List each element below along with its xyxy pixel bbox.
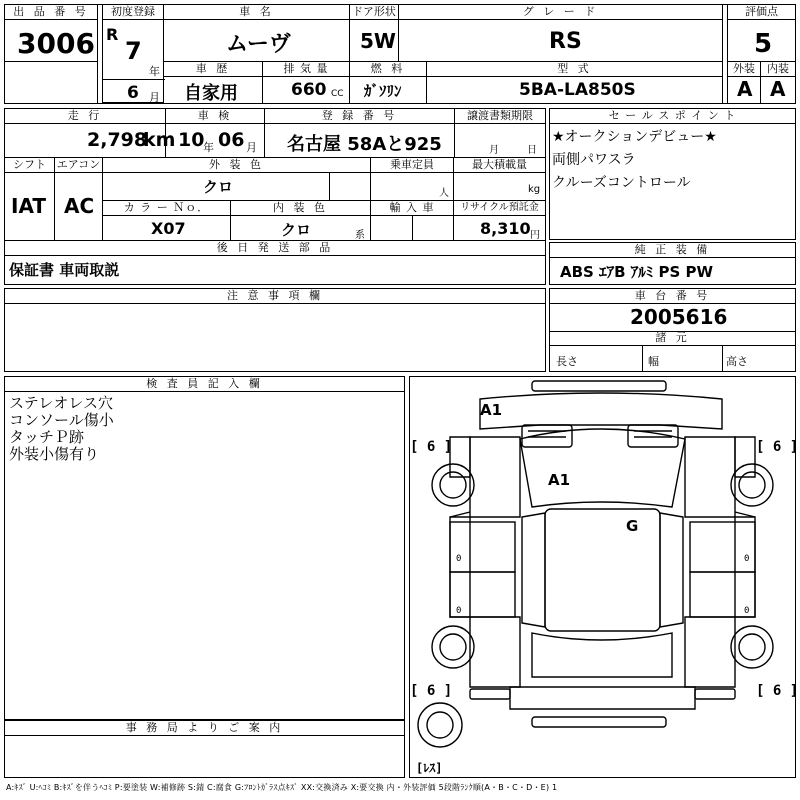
inspection-month-unit: 月 xyxy=(246,141,257,154)
persons-unit: 人 xyxy=(439,188,449,199)
transfer-day-unit: 日 xyxy=(527,145,537,156)
first-registration-year: 7 xyxy=(125,37,142,65)
exterior-color: クロ xyxy=(203,178,234,196)
mileage: 2,798 xyxy=(87,129,148,151)
inspector-box xyxy=(4,376,405,720)
score: 5 xyxy=(754,29,773,59)
tire-front-right: [ 6 ] xyxy=(756,439,799,455)
yen-unit: 円 xyxy=(530,230,540,241)
roof-mark: A1 xyxy=(548,471,571,489)
displacement: 660 xyxy=(291,80,327,100)
exterior-color-label: 外 装 色 xyxy=(103,158,370,173)
first-registration-label: 初度登録 xyxy=(103,5,163,20)
cc-unit: CC xyxy=(331,89,344,99)
model-code-label: 型 式 xyxy=(427,62,722,77)
door-cell xyxy=(350,5,399,62)
sales-point-box xyxy=(549,108,796,240)
length-label: 長さ xyxy=(556,355,578,368)
grade: RS xyxy=(549,29,582,54)
interior-grade: A xyxy=(770,77,786,101)
displacement-label: 排 気 量 xyxy=(263,62,349,77)
exterior-grade: A xyxy=(737,77,753,101)
lot-number: 3006 xyxy=(17,27,95,60)
model-name: ムーヴ xyxy=(226,32,291,57)
color-number: X07 xyxy=(151,219,186,238)
interior-color-cell xyxy=(231,201,371,241)
mileage-cell xyxy=(5,109,176,158)
year-unit: 年 xyxy=(149,65,160,78)
color-number-cell xyxy=(103,201,231,241)
tire-rear-left: [ 6 ] xyxy=(410,683,453,699)
aircon-cell xyxy=(55,158,103,241)
lot-number-cell xyxy=(5,5,98,103)
door-type: 5W xyxy=(360,29,396,53)
recycle-cell xyxy=(454,201,545,241)
transfer-month-unit: 月 xyxy=(489,145,499,156)
exterior-color-cell xyxy=(103,158,371,201)
registration-cell xyxy=(265,109,455,158)
spare-tire: [ﾚｽ] xyxy=(416,761,443,775)
later-items: 保証書 車両取説 xyxy=(9,261,120,279)
inspection-label: 車 検 xyxy=(166,109,264,124)
score-cell xyxy=(727,5,795,62)
hood-mark: A1 xyxy=(480,401,503,419)
equipment-label: 純 正 装 備 xyxy=(550,243,795,258)
later-items-cell xyxy=(5,241,545,284)
grade-label: グ レ ー ド xyxy=(399,5,722,20)
inspection-year-unit: 年 xyxy=(203,141,214,154)
inspection-year: 10 xyxy=(178,129,205,151)
inspector-label: 検 査 員 記 入 欄 xyxy=(5,377,404,392)
tire-rear-right: [ 6 ] xyxy=(756,683,799,699)
width-label: 幅 xyxy=(648,355,659,368)
sales-point-label: セ ー ル ス ポ イ ン ト xyxy=(550,109,795,124)
model-code-cell xyxy=(427,62,723,103)
fuel: ｶﾞｿﾘﾝ xyxy=(364,82,402,100)
history-cell xyxy=(164,62,263,103)
recycle-amount: 8,310 xyxy=(480,219,531,238)
era-letter: R xyxy=(106,25,119,44)
capacity-label: 乗車定員 xyxy=(371,158,453,173)
interior-color-label: 内 装 色 xyxy=(231,201,370,216)
history-label: 車 歴 xyxy=(164,62,262,77)
first-registration-month: 6 xyxy=(127,83,139,103)
registration-number: 名古屋 58Aと925 xyxy=(287,134,442,155)
car-diagram-box xyxy=(409,376,799,778)
fuel-label: 燃 料 xyxy=(350,62,426,77)
office-box xyxy=(4,720,405,778)
notes-label: 注 意 事 項 欄 xyxy=(5,289,545,304)
kg-unit: kg xyxy=(528,184,541,195)
max-load-label: 最大積載量 xyxy=(454,158,545,173)
sales-point-3: クルーズコントロール xyxy=(552,175,691,191)
equipment: ABS ｴｱB ｱﾙﾐ PS PW xyxy=(560,263,714,281)
door-mark-1: 0 xyxy=(456,554,462,564)
shift-label: シフト xyxy=(5,158,54,173)
model-name-label: 車 名 xyxy=(164,5,349,20)
history: 自家用 xyxy=(184,83,238,104)
office-label: 事 務 局 よ り ご 案 内 xyxy=(5,721,404,736)
recycle-label: リサイクル預託金 xyxy=(454,201,545,216)
kei-unit: 系 xyxy=(355,230,365,241)
inspector-note-1: ステレオレス穴 xyxy=(9,394,113,412)
car-diagram xyxy=(410,377,795,777)
km-unit: km xyxy=(143,129,176,151)
equipment-box xyxy=(549,242,796,285)
door-mark-4: 0 xyxy=(744,606,750,616)
first-registration-cell xyxy=(102,5,164,103)
chassis-label: 車 台 番 号 xyxy=(550,289,795,304)
windshield-mark: G xyxy=(626,517,639,535)
shift-cell xyxy=(5,158,55,241)
interior-label: 内装 xyxy=(761,62,795,77)
exterior-grade-cell xyxy=(727,62,761,103)
color-number-label: カ ラ ー Ｎｏ． xyxy=(103,201,230,216)
inspection-month: 06 xyxy=(218,129,245,151)
inspection-cell xyxy=(166,109,265,158)
aircon-label: エアコン xyxy=(56,158,101,171)
capacity-cell xyxy=(371,158,454,201)
door-mark-2: 0 xyxy=(744,554,750,564)
fuel-cell xyxy=(350,62,427,103)
exterior-label: 外装 xyxy=(728,62,760,77)
lot-number-label: 出 品 番 号 xyxy=(5,5,97,20)
grade-cell xyxy=(399,5,723,62)
chassis-number: 2005616 xyxy=(630,305,728,329)
registration-label: 登 録 番 号 xyxy=(265,109,454,124)
legend: A:ｷｽﾞ U:ﾍｺﾐ B:ｷｽﾞを伴うﾍｺﾐ P:要塗装 W:補修跡 S:錆 C:腐食 G:ﾌﾛﾝﾄｶﾞﾗｽ点ｷｽﾞ XX:交換済み X:要交換 内・外装評価 5段階ﾗﾝｸ順(A・B・C・D・E) 1 xyxy=(6,783,558,792)
displacement-cell xyxy=(263,62,350,103)
door-mark-3: 0 xyxy=(456,606,462,616)
model-name-cell xyxy=(164,5,350,62)
later-items-label: 後 日 発 送 部 品 xyxy=(5,241,545,256)
model-code: 5BA-LA850S xyxy=(519,80,636,100)
door-label: ドア形状 xyxy=(350,5,398,20)
import-cell xyxy=(371,201,454,241)
height-label: 高さ xyxy=(726,355,748,368)
inspector-note-4: 外装小傷有り xyxy=(9,445,100,463)
month-unit: 月 xyxy=(149,91,160,104)
tire-front-left: [ 6 ] xyxy=(410,439,453,455)
score-label: 評価点 xyxy=(728,5,795,20)
mileage-label: 走 行 xyxy=(5,109,165,124)
chassis-box xyxy=(549,288,796,372)
max-load-cell xyxy=(454,158,545,201)
inspector-note-3: タッチＰ跡 xyxy=(9,428,85,446)
notes-box xyxy=(4,288,546,372)
transfer-label: 譲渡書類期限 xyxy=(455,109,545,124)
interior-grade-cell xyxy=(761,62,795,103)
import-label: 輸 入 車 xyxy=(371,201,453,216)
sales-point-1: ★オークションデビュー★ xyxy=(552,129,717,145)
sales-point-2: 両側パワスラ xyxy=(552,152,636,168)
shift: IAT xyxy=(11,194,47,218)
specs-label: 諸 元 xyxy=(550,331,795,346)
aircon: AC xyxy=(64,194,95,218)
interior-color: クロ xyxy=(281,221,312,239)
inspector-note-2: コンソール傷小 xyxy=(9,411,114,429)
transfer-cell xyxy=(455,109,545,158)
